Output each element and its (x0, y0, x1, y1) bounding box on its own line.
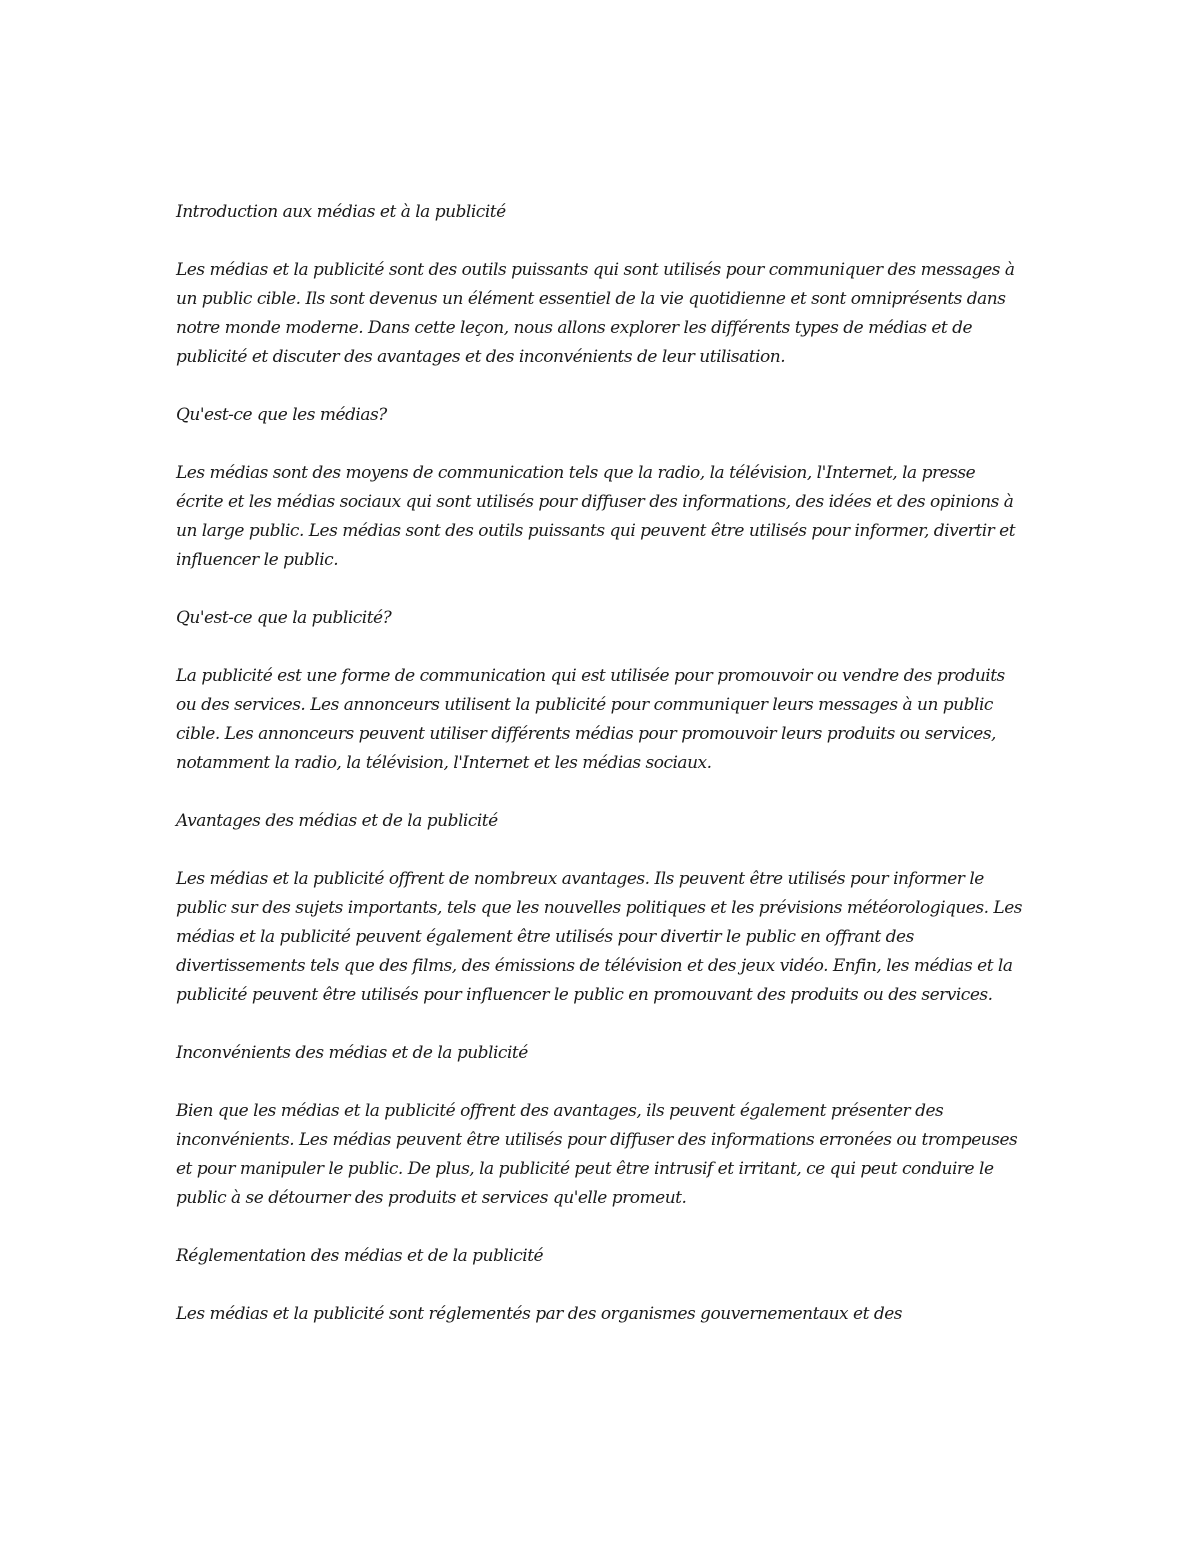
section-heading-introduction: Introduction aux médias et à la publicité (176, 202, 506, 222)
section-paragraph-inconvenients: Bien que les médias et la publicité offrent des avantages, ils peuvent également présenter des inconvénients. Les médias peuvent être utilisés pour diffuser des informations erronées ou trompeuses et pour manipuler le public. De plus, la publicité peut être intrusif et irritant, ce qui peut conduire le public à se détourner des produits et services qu'elle promeut. (176, 1101, 1018, 1208)
section-paragraph-avantages: Les médias et la publicité offrent de nombreux avantages. Ils peuvent être utilisés pour informer le public sur des sujets importants, tels que les nouvelles politiques et les prévisions météorologiques. Les médias et la publicité peuvent également être utilisés pour divertir le public en offrant des divertissements tels que des films, des émissions de télévision et des jeux vidéo. Enfin, les médias et la publicité peuvent être utilisés pour influencer le public en promouvant des produits ou des services. (176, 869, 1023, 1005)
section-paragraph-reglementation: Les médias et la publicité sont réglementés par des organismes gouvernementaux et des (176, 1304, 902, 1324)
section-heading-reglementation: Réglementation des médias et de la publicité (176, 1246, 544, 1266)
section-paragraph-medias: Les médias sont des moyens de communication tels que la radio, la télévision, l'Internet, la presse écrite et les médias sociaux qui sont utilisés pour diffuser des informations, des idées et des opinions à un large public. Les médias sont des outils puissants qui peuvent être utilisés pour informer, divertir et influencer le public. (176, 463, 1016, 570)
section-heading-medias: Qu'est-ce que les médias? (176, 405, 387, 425)
section-heading-inconvenients: Inconvénients des médias et de la publicité (176, 1043, 528, 1063)
section-heading-avantages: Avantages des médias et de la publicité (176, 811, 498, 831)
section-paragraph-introduction: Les médias et la publicité sont des outils puissants qui sont utilisés pour communiquer des messages à un public cible. Ils sont devenus un élément essentiel de la vie quotidienne et sont omniprésents dans notre monde moderne. Dans cette leçon, nous allons explorer les différents types de médias et de publicité et discuter des avantages et des inconvénients de leur utilisation. (176, 260, 1015, 367)
section-paragraph-publicite: La publicité est une forme de communication qui est utilisée pour promouvoir ou vendre des produits ou des services. Les annonceurs utilisent la publicité pour communiquer leurs messages à un public cible. Les annonceurs peuvent utiliser différents médias pour promouvoir leurs produits ou services, notamment la radio, la télévision, l'Internet et les médias sociaux. (176, 666, 1005, 773)
document-page (176, 198, 1026, 1358)
section-heading-publicite: Qu'est-ce que la publicité? (176, 608, 392, 628)
